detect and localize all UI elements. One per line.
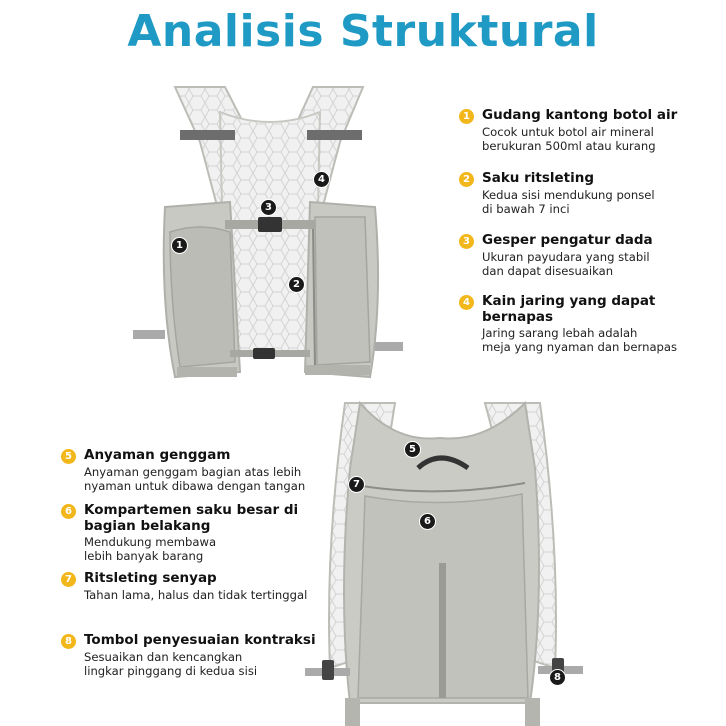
- feature-3: [459, 232, 719, 278]
- feature-title: [84, 502, 298, 534]
- feature-title: Ritsleting senyap: [84, 570, 217, 586]
- feature-title: Gudang kantong botol air: [482, 107, 678, 123]
- feature-desc-line: Cocok untuk botol air mineral: [482, 125, 654, 139]
- feature-desc-line: Anyaman genggam bagian atas lebih: [84, 465, 302, 479]
- front-vest-image: [125, 82, 415, 387]
- number-badge: 6: [61, 504, 76, 519]
- feature-desc-line: Sesuaikan dan kencangkan: [84, 650, 243, 664]
- feature-1: [459, 107, 719, 153]
- feature-desc-line: lebih banyak barang: [84, 548, 204, 563]
- feature-title: Saku ritsleting: [482, 170, 595, 186]
- feature-title-line: bernapas: [482, 309, 554, 325]
- number-badge: 4: [459, 295, 474, 310]
- marker-3: 3: [260, 199, 277, 216]
- number-badge: 2: [459, 172, 474, 187]
- feature-desc-line: nyaman untuk dibawa dengan tangan: [84, 478, 306, 493]
- feature-title: Gesper pengatur dada: [482, 232, 653, 248]
- feature-title-line: bagian belakang: [84, 518, 211, 534]
- number-badge: 7: [61, 572, 76, 587]
- feature-2: [459, 170, 719, 216]
- feature-4: [459, 293, 721, 354]
- feature-desc-line: Ukuran payudara yang stabil: [482, 250, 650, 264]
- feature-desc-line: Mendukung membawa: [84, 535, 217, 549]
- feature-title-line: Kompartemen saku besar di: [84, 502, 299, 518]
- feature-desc-line: Kedua sisi mendukung ponsel: [482, 188, 655, 202]
- feature-7: [61, 570, 341, 603]
- feature-title-line: Kain jaring yang dapat: [482, 293, 656, 309]
- feature-title: Anyaman genggam: [84, 447, 231, 463]
- marker-5: 5: [404, 441, 421, 458]
- marker-8: 8: [549, 669, 566, 686]
- feature-desc-line: Tahan lama, halus dan tidak tertinggal: [84, 588, 308, 602]
- feature-desc-line: dan dapat disesuaikan: [482, 263, 614, 278]
- feature-desc-line: Jaring sarang lebah adalah: [482, 326, 638, 340]
- number-badge: 1: [459, 109, 474, 124]
- page-title: Analisis Struktural: [127, 6, 599, 57]
- back-vest-image: [300, 398, 590, 726]
- feature-desc-line: berukuran 500ml atau kurang: [482, 138, 656, 153]
- feature-desc-line: meja yang nyaman dan bernapas: [482, 339, 678, 354]
- feature-5: [61, 447, 341, 493]
- feature-title: [482, 293, 655, 325]
- feature-desc-line: di bawah 7 inci: [482, 201, 570, 216]
- feature-desc-line: lingkar pinggang di kedua sisi: [84, 663, 258, 678]
- number-badge: 5: [61, 449, 76, 464]
- feature-8: [61, 632, 341, 678]
- feature-title: Tombol penyesuaian kontraksi: [84, 632, 316, 648]
- feature-6: [61, 502, 341, 563]
- marker-7: 7: [348, 476, 365, 493]
- marker-1: 1: [171, 237, 188, 254]
- marker-4: 4: [313, 171, 330, 188]
- number-badge: 3: [459, 234, 474, 249]
- marker-6: 6: [419, 513, 436, 530]
- marker-2: 2: [288, 276, 305, 293]
- number-badge: 8: [61, 634, 76, 649]
